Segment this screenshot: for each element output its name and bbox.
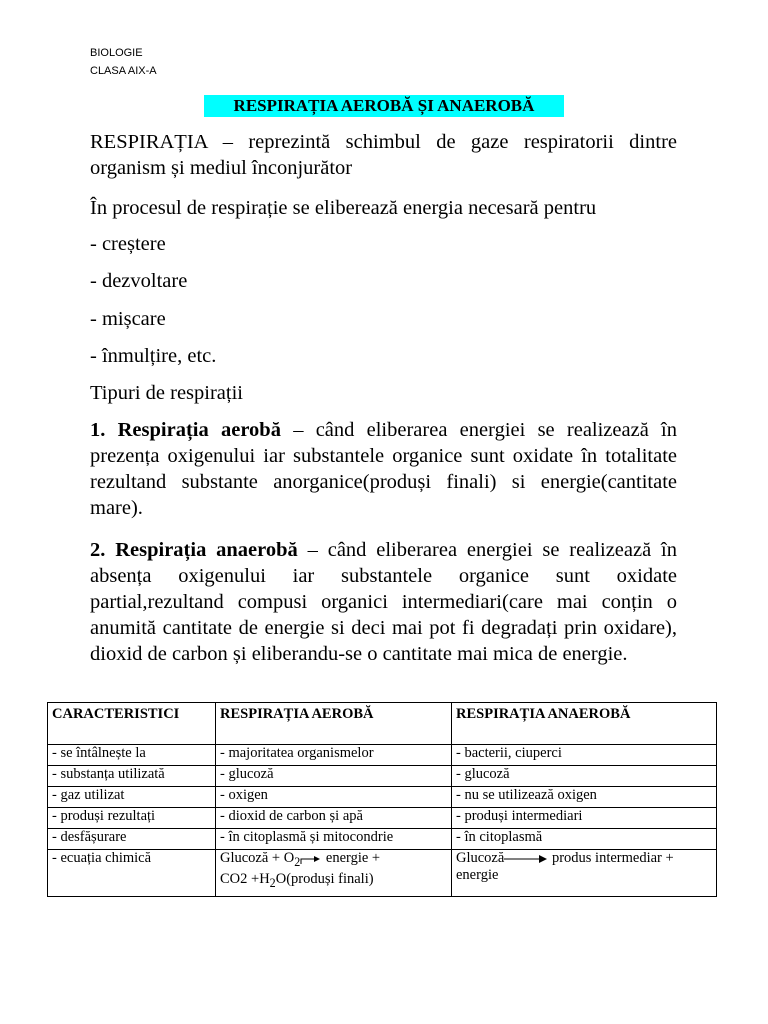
table-cell: - desfășurare (48, 829, 216, 850)
equation-reactant: Glucoză (456, 850, 505, 866)
table-row (48, 787, 717, 808)
subject-label: BIOLOGIE (90, 47, 143, 59)
equation-line2-end: O(produși finali) (275, 870, 374, 887)
header-cell: CARACTERISTICI (48, 703, 216, 745)
table-cell: - în citoplasmă și mitocondrie (216, 829, 452, 850)
anaerobic-label: 2. Respirația anaerobă (90, 539, 298, 561)
anaerobic-text: – când eliberarea energiei se realizează în absența oxigenului iar substantele organice sunt oxidate partial,rezultand compusi organici intermediari(care mai conțin o anumită cantitate de energie si deci mai pot fi degradați prin oxidare), dioxid de carbon și eliberandu-se o cantitate mai mica de energie. (90, 539, 677, 665)
table-cell: - substanța utilizată (48, 766, 216, 787)
table-row (48, 808, 717, 829)
reaction-arrow-icon (504, 854, 548, 864)
comparison-table (47, 702, 717, 897)
table-row (48, 829, 717, 850)
water-subscript: 2 (269, 875, 276, 890)
table-cell: - se întâlnește la (48, 745, 216, 766)
oxygen-subscript: 2 (294, 854, 301, 869)
table-row (48, 766, 717, 787)
table-row (48, 745, 717, 766)
use-item: - dezvoltare (90, 270, 188, 292)
equation-reactant: Glucoză + (220, 850, 284, 866)
table-cell: - gaz utilizat (48, 787, 216, 808)
page-title: RESPIRAȚIA AEROBĂ ȘI ANAEROBĂ (204, 95, 564, 117)
anaerobic-paragraph (90, 537, 677, 667)
types-heading: Tipuri de respirații (90, 382, 243, 404)
table-cell: - glucoză (452, 766, 717, 787)
table-cell: - majoritatea organismelor (216, 745, 452, 766)
oxygen-formula: O (283, 850, 295, 866)
table-cell: - produși intermediari (452, 808, 717, 829)
definition-paragraph: RESPIRAȚIA – reprezintă schimbul de gaze respiratorii dintre organism și mediul înconjurător (90, 131, 677, 179)
anaerobic-equation-cell (452, 850, 717, 897)
use-item: - mișcare (90, 308, 166, 330)
energy-intro: În procesul de respirație se eliberează energia necesară pentru (90, 197, 597, 219)
reaction-arrow-icon (300, 853, 322, 865)
equation-product: produs intermediar + (548, 850, 674, 866)
table-cell: - ecuația chimică (48, 850, 216, 897)
aerobic-paragraph (90, 417, 677, 521)
table-cell: - nu se utilizează oxigen (452, 787, 717, 808)
equation-line2: energie (456, 867, 499, 883)
table-cell: - dioxid de carbon și apă (216, 808, 452, 829)
aerobic-text: – când eliberarea energiei se realizează în prezența oxigenului iar substantele organice sunt oxidate în totalitate rezultand substante anorganice(produși finali) si energie(cantitate mare). (90, 419, 677, 519)
use-item: - înmulțire, etc. (90, 345, 217, 367)
table-cell: - produși rezultați (48, 808, 216, 829)
equation-line2-start: CO2 +H (220, 870, 270, 887)
equation-product: energie + (322, 850, 381, 866)
use-item: - creștere (90, 233, 166, 255)
table-cell: - glucoză (216, 766, 452, 787)
table-row-equation (48, 850, 717, 897)
header-cell: RESPIRAȚIA ANAEROBĂ (452, 703, 717, 745)
table-cell: - bacterii, ciuperci (452, 745, 717, 766)
aerobic-label: 1. Respirația aerobă (90, 419, 281, 441)
aerobic-equation-cell (216, 850, 452, 897)
header-cell: RESPIRAȚIA AEROBĂ (216, 703, 452, 745)
table-header-row (48, 703, 717, 745)
table-cell: - în citoplasmă (452, 829, 717, 850)
class-label: CLASA AIX-A (90, 65, 157, 77)
table-cell: - oxigen (216, 787, 452, 808)
